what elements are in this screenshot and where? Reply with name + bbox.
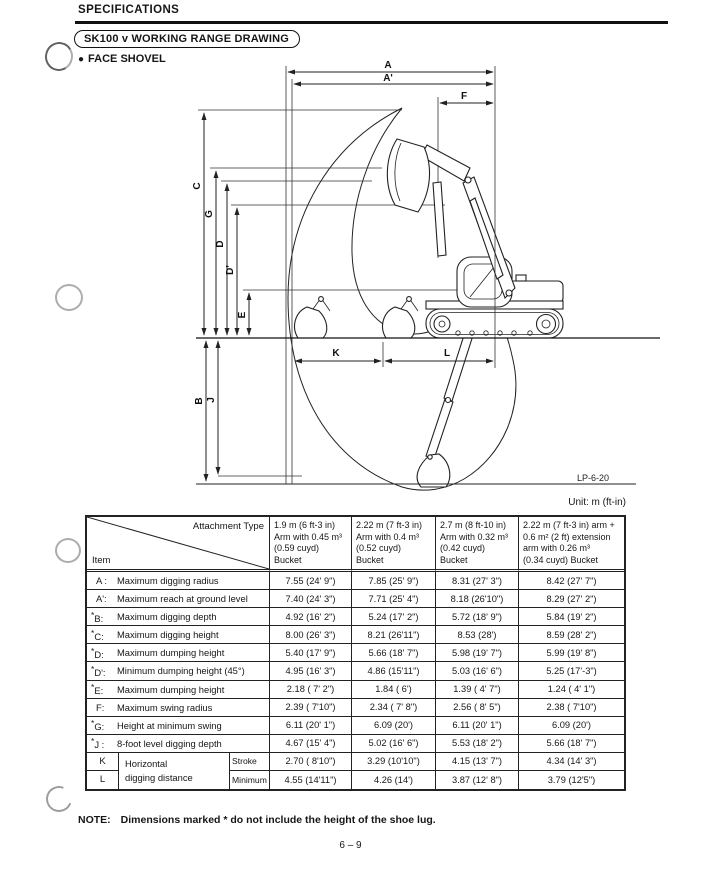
- row-value: 4.26 (14'): [352, 771, 436, 789]
- section-title: SK100 v WORKING RANGE DRAWING: [84, 33, 290, 45]
- pencil-mark: [42, 39, 76, 74]
- row-value: 2.34 ( 7' 8"): [352, 699, 436, 717]
- asterisk-mark: *: [91, 645, 95, 656]
- dim-label-a: A: [384, 60, 392, 71]
- row-value: 3.87 (12' 8"): [436, 771, 519, 789]
- row-value: 8.42 (27' 7"): [519, 572, 624, 590]
- row-value: 3.29 (10'10"): [352, 753, 436, 771]
- row-value: 5.53 (18' 2"): [436, 735, 519, 753]
- row-value: 5.40 (17' 9"): [270, 644, 352, 662]
- row-value: 4.95 (16' 3"): [270, 662, 352, 680]
- row-letter: K: [87, 753, 119, 771]
- row-value: 5.25 (17'-3"): [519, 662, 624, 680]
- asterisk-mark: *: [91, 736, 95, 747]
- row-value: 1.39 ( 4' 7"): [436, 681, 519, 699]
- row-value: 4.55 (14'11"): [270, 771, 352, 789]
- footnote: [78, 814, 436, 826]
- row-value: 5.99 (19' 8"): [519, 644, 624, 662]
- figure-code: LP-6-20: [577, 473, 610, 483]
- row-value: 6.11 (20' 1"): [436, 717, 519, 735]
- pencil-mark: [55, 538, 81, 563]
- row-value: 8.21 (26'11"): [352, 626, 436, 644]
- row-value: 4.86 (15'11"): [352, 662, 436, 680]
- dim-label-g: G: [204, 210, 215, 218]
- pencil-mark: [55, 284, 83, 311]
- note-text: Dimensions marked * do not include the height of the shoe lug.: [120, 814, 436, 826]
- row-label: F: Maximum swing radius: [87, 699, 270, 717]
- dim-label-l: L: [443, 348, 451, 359]
- ground-buckets: [295, 297, 418, 338]
- row-value: 1.84 ( 6'): [352, 681, 436, 699]
- row-value: 5.84 (19' 2"): [519, 608, 624, 626]
- spec-table: [85, 515, 626, 791]
- row-value: 8.00 (26' 3"): [270, 626, 352, 644]
- reference-lines: [196, 66, 660, 484]
- asterisk-mark: *: [91, 682, 95, 693]
- subsection-label: FACE SHOVEL: [88, 53, 166, 65]
- asterisk-mark: *: [91, 718, 95, 729]
- row-sub: Minimum: [230, 771, 270, 789]
- row-value: 2.39 ( 7'10"): [270, 699, 352, 717]
- row-label: *J : 8-foot level digging depth: [87, 735, 270, 753]
- row-value: 4.92 (16' 2"): [270, 608, 352, 626]
- pencil-mark: [42, 782, 76, 816]
- row-value: 5.72 (18' 9"): [436, 608, 519, 626]
- row-value: 8.29 (27' 2"): [519, 590, 624, 608]
- row-value: 2.38 ( 7'10"): [519, 699, 624, 717]
- table-corner-cell: [87, 517, 270, 572]
- bullet-icon: ●: [78, 54, 85, 65]
- asterisk-mark: *: [91, 627, 95, 638]
- row-value: 7.85 (25' 9"): [352, 572, 436, 590]
- row-value: 7.71 (25' 4"): [352, 590, 436, 608]
- row-value: 6.11 (20' 1"): [270, 717, 352, 735]
- row-value: 5.66 (18' 7"): [519, 735, 624, 753]
- asterisk-mark: *: [91, 609, 95, 620]
- row-value: 8.59 (28' 2"): [519, 626, 624, 644]
- row-value: 7.55 (24' 9"): [270, 572, 352, 590]
- row-value: 6.09 (20'): [352, 717, 436, 735]
- row-letter: L: [87, 771, 119, 789]
- row-label: *C: Maximum digging height: [87, 626, 270, 644]
- page-title: SPECIFICATIONS: [78, 4, 180, 16]
- row-value: 1.24 ( 4' 1"): [519, 681, 624, 699]
- asterisk-mark: *: [91, 663, 95, 674]
- row-value: 6.09 (20'): [519, 717, 624, 735]
- header-rule: [75, 21, 668, 24]
- dim-label-f: F: [460, 91, 468, 102]
- row-label: *G: Height at minimum swing: [87, 717, 270, 735]
- row-label: A : Maximum digging radius: [87, 572, 270, 590]
- row-label: *B: Maximum digging depth: [87, 608, 270, 626]
- row-value: 8.31 (27' 3"): [436, 572, 519, 590]
- dim-label-b: B: [194, 397, 205, 405]
- dim-label-e: E: [237, 311, 248, 319]
- row-label: A': Maximum reach at ground level: [87, 590, 270, 608]
- row-value: 5.66 (18' 7"): [352, 644, 436, 662]
- row-value: 4.34 (14' 3"): [519, 753, 624, 771]
- attachment-column-header: 2.7 m (8 ft-10 in) Arm with 0.32 m³ (0.42 cuyd) Bucket: [436, 517, 519, 572]
- dim-label-a-prime: A': [383, 73, 393, 84]
- row-value: 7.40 (24' 3"): [270, 590, 352, 608]
- excavator-silhouette: [387, 139, 563, 487]
- item-label: Item: [92, 555, 111, 566]
- row-label: *D': Minimum dumping height (45°): [87, 662, 270, 680]
- row-value: 4.67 (15' 4"): [270, 735, 352, 753]
- unit-label: Unit: m (ft-in): [568, 497, 626, 508]
- note-label: NOTE:: [78, 814, 111, 826]
- dim-label-d: D: [215, 240, 226, 248]
- dim-label-k: K: [332, 348, 340, 359]
- attachment-column-header: 2.22 m (7 ft-3 in) arm + 0.6 m² (2 ft) extension arm with 0.26 m³ (0.34 cuyd) Bucket: [519, 517, 624, 572]
- extension-lines: [198, 66, 468, 484]
- row-value: 4.15 (13' 7"): [436, 753, 519, 771]
- row-value: 2.70 ( 8'10"): [270, 753, 352, 771]
- dim-label-j: J: [206, 397, 217, 403]
- row-label: *E: Maximum dumping height: [87, 681, 270, 699]
- row-value: 5.02 (16' 6"): [352, 735, 436, 753]
- kl-merged-label: Horizontal digging distance: [119, 753, 230, 789]
- attachment-type-label: Attachment Type: [192, 521, 264, 532]
- row-value: 8.18 (26'10"): [436, 590, 519, 608]
- row-value: 3.79 (12'5"): [547, 774, 596, 785]
- attachment-column-header: 2.22 m (7 ft-3 in) Arm with 0.4 m³ (0.52 cuyd) Bucket: [352, 517, 436, 572]
- row-value: 5.24 (17' 2"): [352, 608, 436, 626]
- page-number: 6 – 9: [339, 840, 362, 851]
- dimension-lines: [204, 72, 493, 481]
- dimension-labels: [192, 60, 609, 483]
- row-value: 8.53 (28'): [436, 626, 519, 644]
- attachment-column-header: 1.9 m (6 ft-3 in) Arm with 0.45 m³ (0.59 cuyd) Bucket: [270, 517, 352, 572]
- row-value: 2.18 ( 7' 2"): [270, 681, 352, 699]
- dim-label-d-prime: D': [225, 265, 236, 275]
- section-title-box: [74, 30, 300, 48]
- row-value: 5.03 (16' 6"): [436, 662, 519, 680]
- working-range-drawing: [95, 60, 665, 495]
- row-value: 2.56 ( 8' 5"): [436, 699, 519, 717]
- row-value: 5.98 (19' 7"): [436, 644, 519, 662]
- dim-label-c: C: [192, 182, 203, 190]
- row-label: *D: Maximum dumping height: [87, 644, 270, 662]
- row-sub: Stroke: [230, 753, 270, 771]
